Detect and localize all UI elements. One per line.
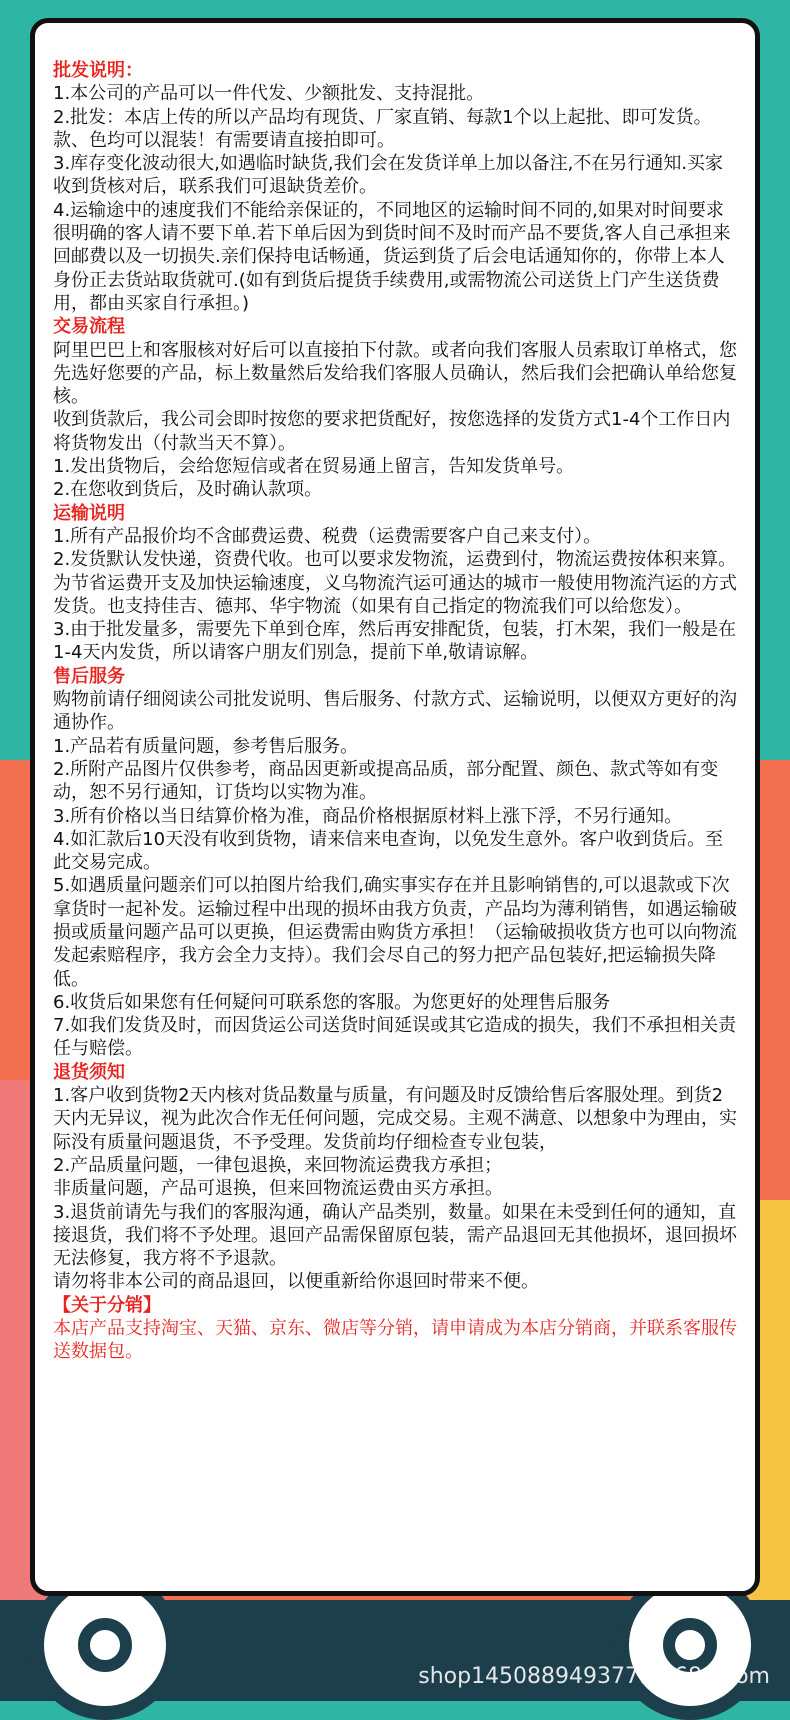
paragraph: 3.退货前请先与我们的客服沟通，确认产品类别，数量。如果在未受到任何的通知，直接退货，我们将不予处理。退回产品需保留原包装，需产品退回无其他损坏，退回损坏无法修复，我方将不予退款。 (53, 1201, 737, 1270)
paragraph: 4.如汇款后10天没有收到货物，请来信来电查询，以免发生意外。客户收到货后。至此交易完成。 (53, 828, 724, 874)
section-heading-distribution: 【关于分销】 (53, 1294, 161, 1316)
card-content (53, 59, 741, 1364)
paragraph: 1.本公司的产品可以一件代发、少额批发、支持混批。 (53, 83, 485, 105)
paragraph: 6.收货后如果您有任何疑问可联系您的客服。为您更好的处理售后服务 (53, 991, 611, 1013)
section-heading-shipping: 运输说明 (53, 502, 125, 524)
paragraph: 2.所附产品图片仅供参考，商品因更新或提高品质，部分配置、颜色、款式等如有变动，恕不另行通知，订货均以实物为准。 (53, 758, 719, 804)
paragraph: 4.运输途中的速度我们不能给亲保证的，不同地区的运输时间不同的,如果对时间要求很明确的客人请不要下单.若下单后因为到货时间不及时而产品不要货,客人自己承担来回邮费以及一切损失.亲们保持电话畅通，货运到货了后会电话通知你的，你带上本人身份正去货站取货就可.(如有到货后提货手续费用,或需物流公司送货上门产生送货费用，都由买家自行承担。) (53, 199, 731, 314)
paragraph: 非质量问题，产品可退换，但来回物流运费由买方承担。 (53, 1178, 503, 1200)
paragraph: 2.在您收到货后，及时确认款项。 (53, 479, 323, 501)
paragraph: 请勿将非本公司的商品退回，以便重新给你退回时带来不便。 (53, 1271, 539, 1293)
paragraph: 3.库存变化波动很大,如遇临时缺货,我们会在发货详单上加以备注,不在另行通知.买家收到货核对后，联系我们可退缺货差价。 (53, 153, 724, 198)
paragraph: 7.如我们发货及时，而因货运公司送货时间延误或其它造成的损失，我们不承担相关责任与赔偿。 (53, 1015, 737, 1060)
section-heading-returns: 退货须知 (53, 1061, 125, 1083)
paragraph: 3.所有价格以当日结算价格为准，商品价格根据原材料上涨下浮，不另行通知。 (53, 805, 683, 827)
paragraph: 1.所有产品报价均不含邮费运费、税费（运费需要客户自己来支付）。 (53, 525, 602, 547)
paragraph: 5.如遇质量问题亲们可以拍图片给我们,确实事实存在并且影响销售的,可以退款或下次拿货时一起补发。运输过程中出现的损坏由我方负责，产品均为薄利销售，如遇运输破损或质量问题产品可以更换，但运费需由购货方承担！（运输破损收货方也可以向物流发起索赔程序，我方会全力支持）。我们会尽自己的努力把产品包装好,把运输损失降低。 (53, 875, 737, 990)
paragraph: 1.产品若有质量问题，参考售后服务。 (53, 735, 359, 757)
paragraph: 2.产品质量问题，一律包退换，来回物流运费我方承担； (53, 1154, 503, 1176)
section-heading-aftersale: 售后服务 (53, 665, 125, 687)
section-heading-wholesale: 批发说明： (53, 60, 143, 81)
section-heading-trade: 交易流程 (53, 316, 125, 338)
paragraph: 2.发货默认发快递，资费代收。也可以要求发物流，运费到付，物流运费按体积来算。为节省运费开支及加快运输速度，义乌物流汽运可通达的城市一般使用物流汽运的方式发货。也支持佳吉、德邦、华宇物流（如果有自己指定的物流我们可以给您发）。 (53, 549, 737, 617)
paragraph: 3.由于批发量多，需要先下单到仓库，然后再安排配货，包装，打木架，我们一般是在1-4天内发货，所以请客户朋友们别急，提前下单,敬请谅解。 (53, 619, 737, 664)
paragraph: 1.客户收到货物2天内核对货品数量与质量，有问题及时反馈给售后客服处理。到货2天内无异议，视为此次合作无任何问题，完成交易。主观不满意、以想象中为理由，实际没有质量问题退货，不予受理。发货前均仔细检查专业包装， (53, 1085, 737, 1153)
paragraph: 2.批发：本店上传的所以产品均有现货、厂家直销、每款1个以上起批、即可发货。款、色均可以混装！有需要请直接拍即可。 (53, 106, 712, 151)
shop-watermark: shop1450889493779.1688.com (418, 1664, 770, 1689)
paragraph: 收到货款后，我公司会即时按您的要求把货配好，按您选择的发货方式1-4个工作日内将货物发出（付款当天不算）。 (53, 409, 731, 454)
distribution-notice: 本店产品支持淘宝、天猫、京东、微店等分销，请申请成为本店分销商，并联系客服传送数据包。 (53, 1318, 737, 1363)
info-card (30, 18, 760, 1596)
paragraph: 阿里巴巴上和客服核对好后可以直接拍下付款。或者向我们客服人员索取订单格式，您先选好您要的产品，标上数量然后发给我们客服人员确认，然后我们会把确认单给您复核。 (53, 339, 737, 408)
paragraph: 1.发出货物后，会给您短信或者在贸易通上留言，告知发货单号。 (53, 456, 575, 478)
paragraph: 购物前请仔细阅读公司批发说明、售后服务、付款方式、运输说明，以便双方更好的沟通协作。 (53, 689, 737, 734)
